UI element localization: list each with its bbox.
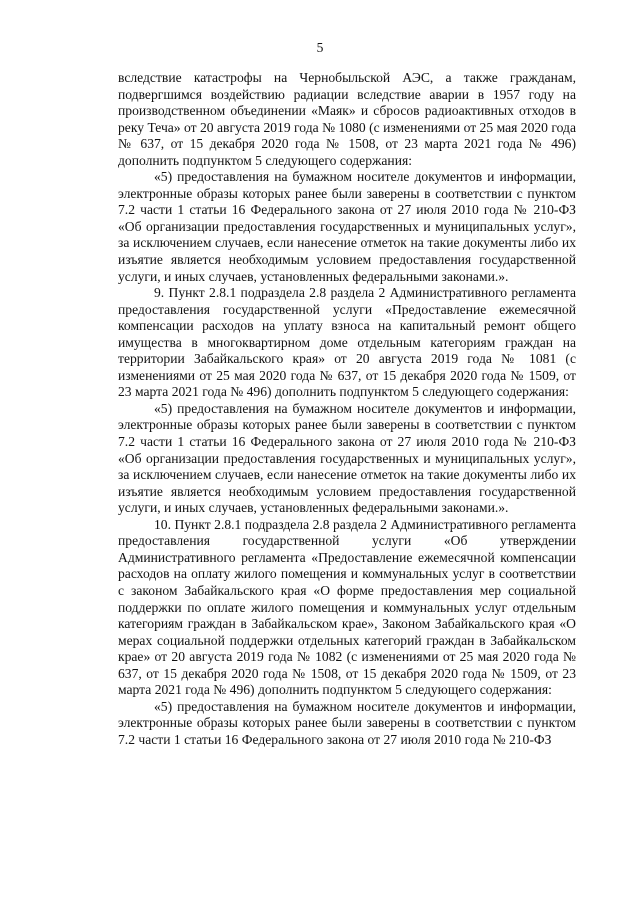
- page-number: 5: [316, 40, 324, 55]
- paragraph: 9. Пункт 2.8.1 подраздела 2.8 раздела 2 Административного регламента предоставления государственной услуги «Предоставление ежемесячной компенсации расходов на уплату взноса на капитальный ремонт общего имущества в многоквартирном доме отдельным категориям граждан на территории Забайкальского края» от 20 августа 2019 года № 1081 (с изменениями от 25 мая 2020 года № 637, от 15 декабря 2020 года № 1509, от 23 марта 2021 года № 496) дополнить подпунктом 5 следующего содержания:: [118, 285, 576, 400]
- paragraph: «5) предоставления на бумажном носителе документов и информации, электронные образы которых ранее были заверены в соответствии с пунктом 7.2 части 1 статьи 16 Федерального закона от 27 июля 2010 года № 210-ФЗ «Об организации предоставления государственных и муниципальных услуг», за исключением случаев, если нанесение отметок на такие документы либо их изъятие является необходимым условием предоставления государственной услуги, и иных случаев, установленных федеральными законами.».: [118, 169, 576, 284]
- document-body: [118, 70, 576, 748]
- paragraph: «5) предоставления на бумажном носителе документов и информации, электронные образы которых ранее были заверены в соответствии с пунктом 7.2 части 1 статьи 16 Федерального закона от 27 июля 2010 года № 210-ФЗ «Об организации предоставления государственных и муниципальных услуг», за исключением случаев, если нанесение отметок на такие документы либо их изъятие является необходимым условием предоставления государственной услуги, и иных случаев, установленных федеральными законами.».: [118, 400, 576, 516]
- paragraph: вследствие катастрофы на Чернобыльской АЭС, а также гражданам, подвергшимся воздействию радиации вследствие аварии в 1957 году на производственном объединении «Маяк» и сбросов радиоактивных отходов в реку Теча» от 20 августа 2019 года № 1080 (с изменениями от 25 мая 2020 года № 637, от 15 декабря 2020 года № 1508, от 23 марта 2021 года № 496) дополнить подпунктом 5 следующего содержания:: [118, 70, 576, 168]
- paragraph: 10. Пункт 2.8.1 подраздела 2.8 раздела 2 Административного регламента предоставления государственной услуги «Об утверждении Административного регламента «Предоставление ежемесячной компенсации расходов на оплату жилого помещения и коммунальных услуг в соответствии с законом Забайкальского края «О форме предоставления мер социальной поддержки по оплате жилого помещения и коммунальных услуг отдельным категориям граждан в Забайкальском крае», Законом Забайкальского края «О мерах социальной поддержки отдельных категорий граждан в Забайкальском крае» от 20 августа 2019 года № 1082 (с изменениями от 25 мая 2020 года № 637, от 15 декабря 2020 года № 1508, от 15 декабря 2020 года № 1509, от 23 марта 2021 года № 496) дополнить подпунктом 5 следующего содержания:: [118, 516, 576, 698]
- paragraph: «5) предоставления на бумажном носителе документов и информации, электронные образы которых ранее были заверены в соответствии с пунктом 7.2 части 1 статьи 16 Федерального закона от 27 июля 2010 года № 210-ФЗ: [118, 698, 576, 747]
